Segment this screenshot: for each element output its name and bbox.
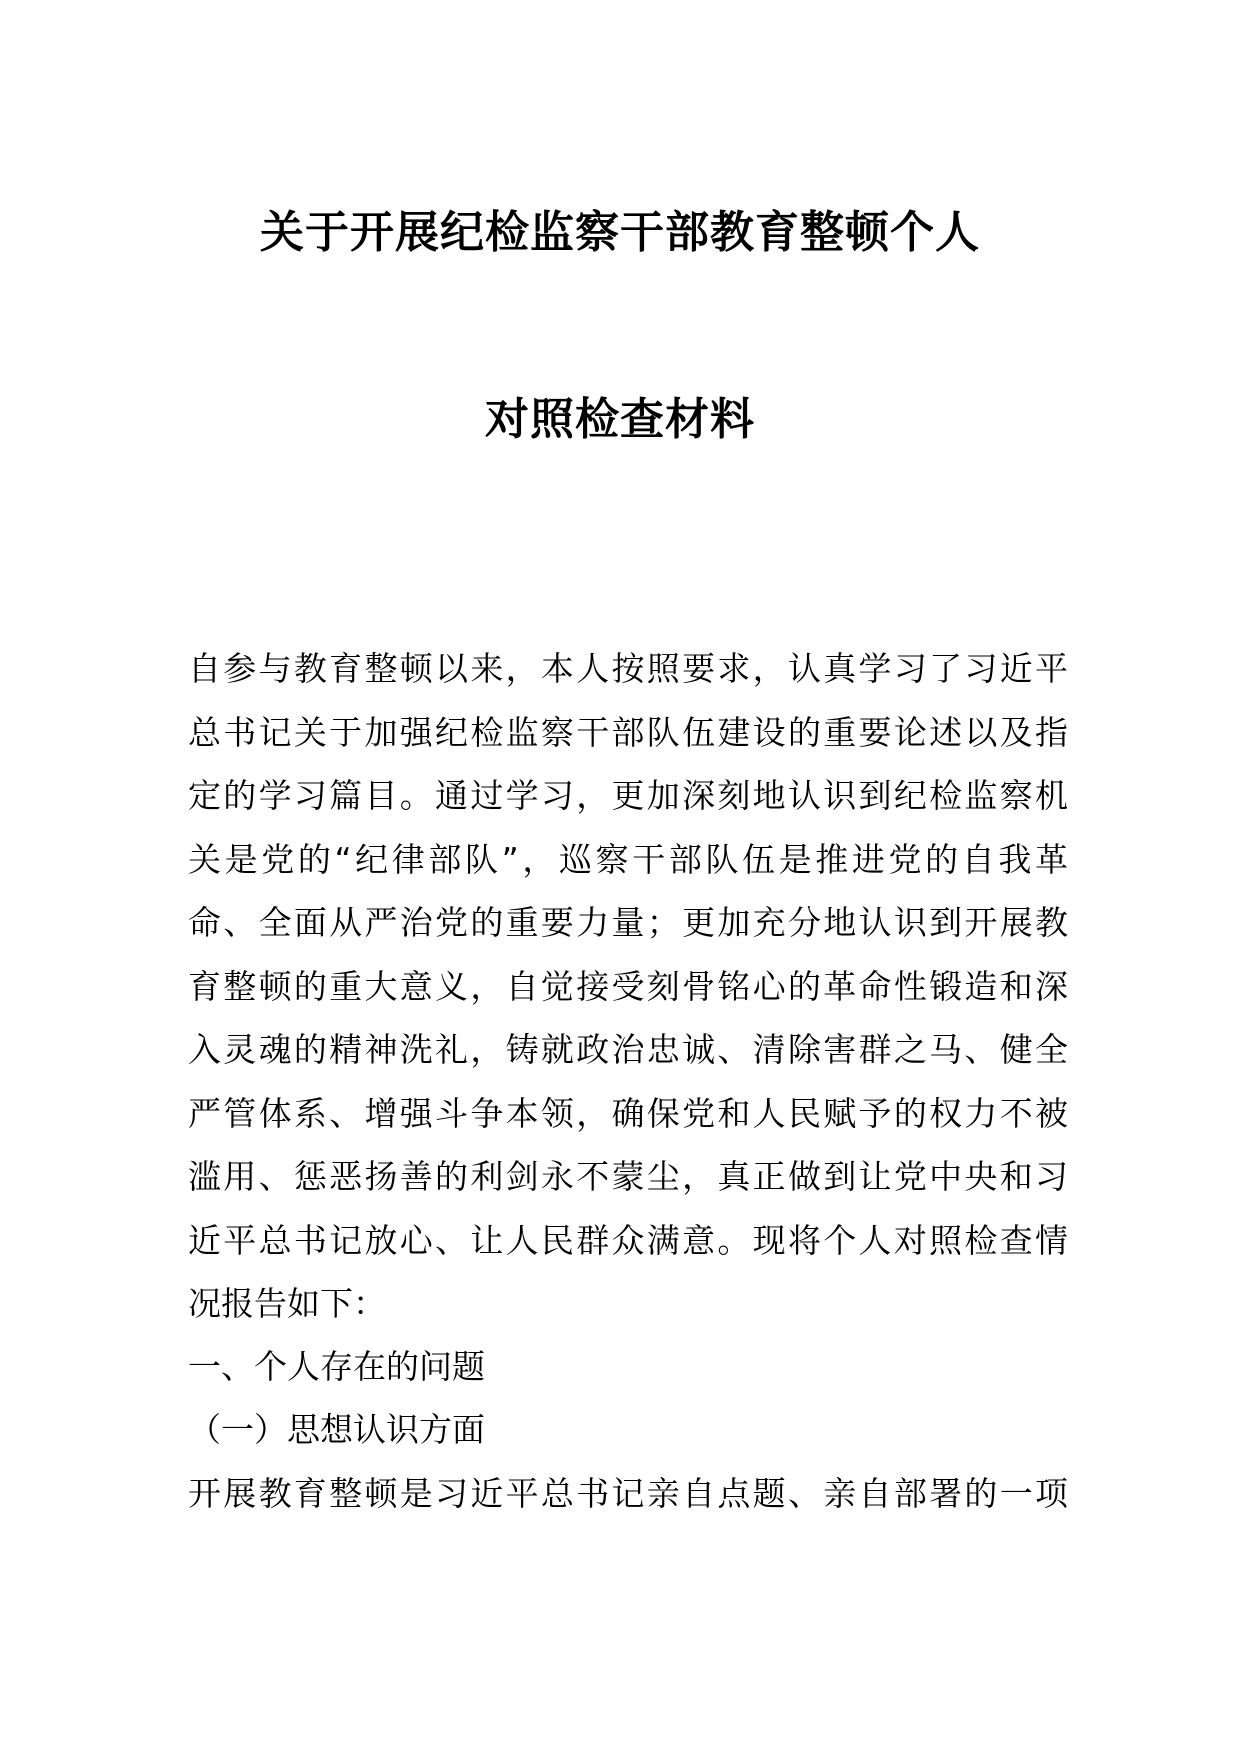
paragraph-line: 定的学习篇目。通过学习，更加深刻地认识到纪检监察机 — [188, 776, 1068, 815]
paragraph-line: 命、全面从严治党的重要力量；更加充分地认识到开展教 — [188, 903, 1068, 942]
paragraph-line: 自参与教育整顿以来，本人按照要求，认真学习了习近平 — [188, 649, 1068, 688]
document-title-line-1: 关于开展纪检监察干部教育整顿个人 — [260, 207, 980, 258]
section-heading: 一、个人存在的问题 — [188, 1347, 485, 1386]
intro-paragraph — [188, 637, 1068, 1336]
paragraph-line: 开展教育整顿是习近平总书记亲自点题、亲自部署的一项 — [188, 1474, 1068, 1513]
paragraph-line: 滥用、惩恶扬善的利剑永不蒙尘，真正做到让党中央和习 — [188, 1157, 1068, 1196]
subsection-heading: （一）思想认识方面 — [188, 1410, 485, 1449]
document-title-line-2: 对照检查材料 — [485, 394, 755, 445]
paragraph-line: 育整顿的重大意义，自觉接受刻骨铭心的革命性锻造和深 — [188, 966, 1068, 1006]
paragraph-line: 况报告如下： — [188, 1284, 386, 1323]
paragraph-line: 严管体系、增强斗争本领，确保党和人民赋予的权力不被 — [188, 1093, 1068, 1133]
subsection-paragraph — [188, 1462, 1068, 1526]
paragraph-line: 近平总书记放心、让人民群众满意。现将个人对照检查情 — [188, 1220, 1068, 1260]
paragraph-line: 关是党的“纪律部队”，巡察干部队伍是推进党的自我革 — [188, 839, 1068, 879]
paragraph-line: 总书记关于加强纪检监察干部队伍建设的重要论述以及指 — [188, 712, 1068, 752]
paragraph-line: 入灵魂的精神洗礼，铸就政治忠诚、清除害群之马、健全 — [188, 1030, 1068, 1069]
